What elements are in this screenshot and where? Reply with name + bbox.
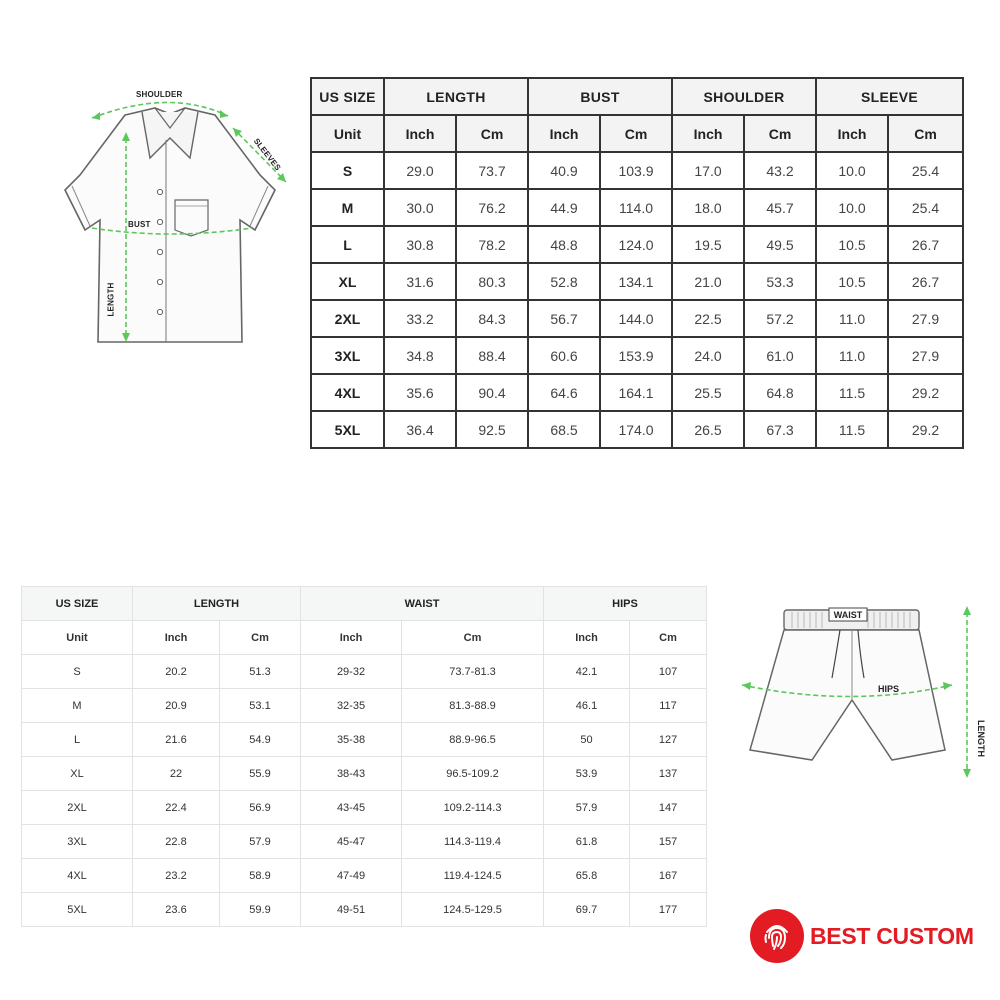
value-cell: 25.4 [888,152,963,189]
value-cell: 56.7 [528,300,600,337]
hips-group-header: HIPS [544,587,707,621]
brand-logo-block [750,908,974,964]
value-cell: 57.2 [744,300,816,337]
size-cell: M [22,689,133,723]
table-row [311,263,963,300]
value-cell: 137 [630,757,707,791]
value-cell: 124.0 [600,226,672,263]
hips-label: HIPS [878,684,900,694]
value-cell: 57.9 [220,825,301,859]
table-row [22,893,707,927]
table-row [22,791,707,825]
value-cell: 47-49 [301,859,402,893]
value-cell: 21.6 [133,723,220,757]
value-cell: 147 [630,791,707,825]
shorts-header-row [22,587,707,621]
value-cell: 59.9 [220,893,301,927]
value-cell: 29.0 [384,152,456,189]
value-cell: 114.3-119.4 [402,825,544,859]
value-cell: 53.9 [544,757,630,791]
table-row [22,655,707,689]
value-cell: 103.9 [600,152,672,189]
unit-label: Unit [22,621,133,655]
fingerprint-icon [750,909,804,963]
us-size-header: US SIZE [311,78,384,115]
value-cell: 67.3 [744,411,816,448]
size-cell: L [311,226,384,263]
value-cell: 33.2 [384,300,456,337]
value-cell: 76.2 [456,189,528,226]
table-row [22,723,707,757]
value-cell: 109.2-114.3 [402,791,544,825]
table-row [22,689,707,723]
shorts-diagram [740,600,990,790]
value-cell: 22.4 [133,791,220,825]
value-cell: 26.7 [888,226,963,263]
value-cell: 26.7 [888,263,963,300]
value-cell: 124.5-129.5 [402,893,544,927]
value-cell: 119.4-124.5 [402,859,544,893]
size-cell: S [311,152,384,189]
value-cell: 53.1 [220,689,301,723]
value-cell: 27.9 [888,337,963,374]
unit-cell: Inch [672,115,744,152]
size-cell: XL [22,757,133,791]
unit-cell: Cm [456,115,528,152]
waist-group-header: WAIST [301,587,544,621]
value-cell: 11.5 [816,411,888,448]
value-cell: 30.0 [384,189,456,226]
length-label: LENGTH [106,282,116,317]
value-cell: 69.7 [544,893,630,927]
waist-label: WAIST [833,610,863,620]
value-cell: 96.5-109.2 [402,757,544,791]
unit-label: Unit [311,115,384,152]
value-cell: 23.2 [133,859,220,893]
value-cell: 48.8 [528,226,600,263]
shirt-size-table [310,77,964,449]
bust-label: BUST [128,220,151,229]
value-cell: 25.5 [672,374,744,411]
value-cell: 57.9 [544,791,630,825]
unit-cell: Inch [301,621,402,655]
value-cell: 61.8 [544,825,630,859]
unit-cell: Inch [544,621,630,655]
value-cell: 54.9 [220,723,301,757]
table-row [22,859,707,893]
unit-row [22,621,707,655]
table-row [311,152,963,189]
table-row [311,374,963,411]
value-cell: 61.0 [744,337,816,374]
value-cell: 78.2 [456,226,528,263]
value-cell: 10.5 [816,263,888,300]
value-cell: 44.9 [528,189,600,226]
unit-cell: Cm [630,621,707,655]
size-cell: 3XL [311,337,384,374]
size-cell: 4XL [22,859,133,893]
value-cell: 25.4 [888,189,963,226]
value-cell: 11.0 [816,300,888,337]
value-cell: 40.9 [528,152,600,189]
unit-cell: Cm [600,115,672,152]
sleeves-label: SLEEVES [251,136,283,173]
value-cell: 42.1 [544,655,630,689]
value-cell: 73.7-81.3 [402,655,544,689]
table-row [311,411,963,448]
value-cell: 144.0 [600,300,672,337]
size-cell: 4XL [311,374,384,411]
table-row [311,189,963,226]
value-cell: 10.5 [816,226,888,263]
value-cell: 35-38 [301,723,402,757]
size-cell: M [311,189,384,226]
value-cell: 88.9-96.5 [402,723,544,757]
unit-cell: Inch [384,115,456,152]
value-cell: 107 [630,655,707,689]
value-cell: 157 [630,825,707,859]
value-cell: 65.8 [544,859,630,893]
value-cell: 22 [133,757,220,791]
value-cell: 23.6 [133,893,220,927]
value-cell: 24.0 [672,337,744,374]
value-cell: 51.3 [220,655,301,689]
value-cell: 29.2 [888,411,963,448]
value-cell: 45.7 [744,189,816,226]
value-cell: 177 [630,893,707,927]
value-cell: 50 [544,723,630,757]
size-cell: 5XL [311,411,384,448]
size-cell: 3XL [22,825,133,859]
sleeve-group-header: SLEEVE [816,78,963,115]
value-cell: 11.0 [816,337,888,374]
value-cell: 22.5 [672,300,744,337]
value-cell: 164.1 [600,374,672,411]
unit-cell: Inch [133,621,220,655]
shorts-size-table [21,586,707,927]
value-cell: 58.9 [220,859,301,893]
value-cell: 117 [630,689,707,723]
value-cell: 32-35 [301,689,402,723]
value-cell: 18.0 [672,189,744,226]
unit-cell: Cm [744,115,816,152]
value-cell: 21.0 [672,263,744,300]
shoulder-group-header: SHOULDER [672,78,816,115]
shirt-illustration [30,80,300,350]
value-cell: 11.5 [816,374,888,411]
unit-cell: Inch [528,115,600,152]
value-cell: 10.0 [816,152,888,189]
value-cell: 29-32 [301,655,402,689]
shoulder-label: SHOULDER [136,90,183,99]
value-cell: 64.8 [744,374,816,411]
value-cell: 20.9 [133,689,220,723]
value-cell: 49.5 [744,226,816,263]
value-cell: 55.9 [220,757,301,791]
length-label: LENGTH [976,720,986,757]
value-cell: 153.9 [600,337,672,374]
value-cell: 81.3-88.9 [402,689,544,723]
bust-group-header: BUST [528,78,672,115]
shirt-header-row [311,78,963,115]
shirt-diagram [30,80,300,350]
value-cell: 88.4 [456,337,528,374]
size-cell: L [22,723,133,757]
value-cell: 29.2 [888,374,963,411]
us-size-header: US SIZE [22,587,133,621]
table-row [311,337,963,374]
size-cell: XL [311,263,384,300]
value-cell: 92.5 [456,411,528,448]
value-cell: 36.4 [384,411,456,448]
value-cell: 20.2 [133,655,220,689]
length-group-header: LENGTH [384,78,528,115]
unit-row [311,115,963,152]
value-cell: 10.0 [816,189,888,226]
value-cell: 31.6 [384,263,456,300]
size-cell: 2XL [22,791,133,825]
value-cell: 68.5 [528,411,600,448]
value-cell: 34.8 [384,337,456,374]
value-cell: 134.1 [600,263,672,300]
value-cell: 49-51 [301,893,402,927]
table-row [311,226,963,263]
value-cell: 43.2 [744,152,816,189]
value-cell: 52.8 [528,263,600,300]
value-cell: 174.0 [600,411,672,448]
value-cell: 17.0 [672,152,744,189]
value-cell: 30.8 [384,226,456,263]
shorts-illustration [740,600,990,790]
value-cell: 45-47 [301,825,402,859]
unit-cell: Inch [816,115,888,152]
value-cell: 43-45 [301,791,402,825]
unit-cell: Cm [402,621,544,655]
length-group-header: LENGTH [133,587,301,621]
brand-name: BEST CUSTOM [810,922,974,949]
value-cell: 64.6 [528,374,600,411]
value-cell: 73.7 [456,152,528,189]
value-cell: 127 [630,723,707,757]
value-cell: 167 [630,859,707,893]
value-cell: 53.3 [744,263,816,300]
table-row [22,757,707,791]
size-cell: S [22,655,133,689]
value-cell: 84.3 [456,300,528,337]
value-cell: 26.5 [672,411,744,448]
value-cell: 90.4 [456,374,528,411]
unit-cell: Cm [888,115,963,152]
size-cell: 2XL [311,300,384,337]
value-cell: 38-43 [301,757,402,791]
value-cell: 35.6 [384,374,456,411]
table-row [311,300,963,337]
value-cell: 46.1 [544,689,630,723]
unit-cell: Cm [220,621,301,655]
table-row [22,825,707,859]
size-cell: 5XL [22,893,133,927]
value-cell: 22.8 [133,825,220,859]
value-cell: 27.9 [888,300,963,337]
value-cell: 19.5 [672,226,744,263]
value-cell: 60.6 [528,337,600,374]
value-cell: 80.3 [456,263,528,300]
value-cell: 114.0 [600,189,672,226]
value-cell: 56.9 [220,791,301,825]
